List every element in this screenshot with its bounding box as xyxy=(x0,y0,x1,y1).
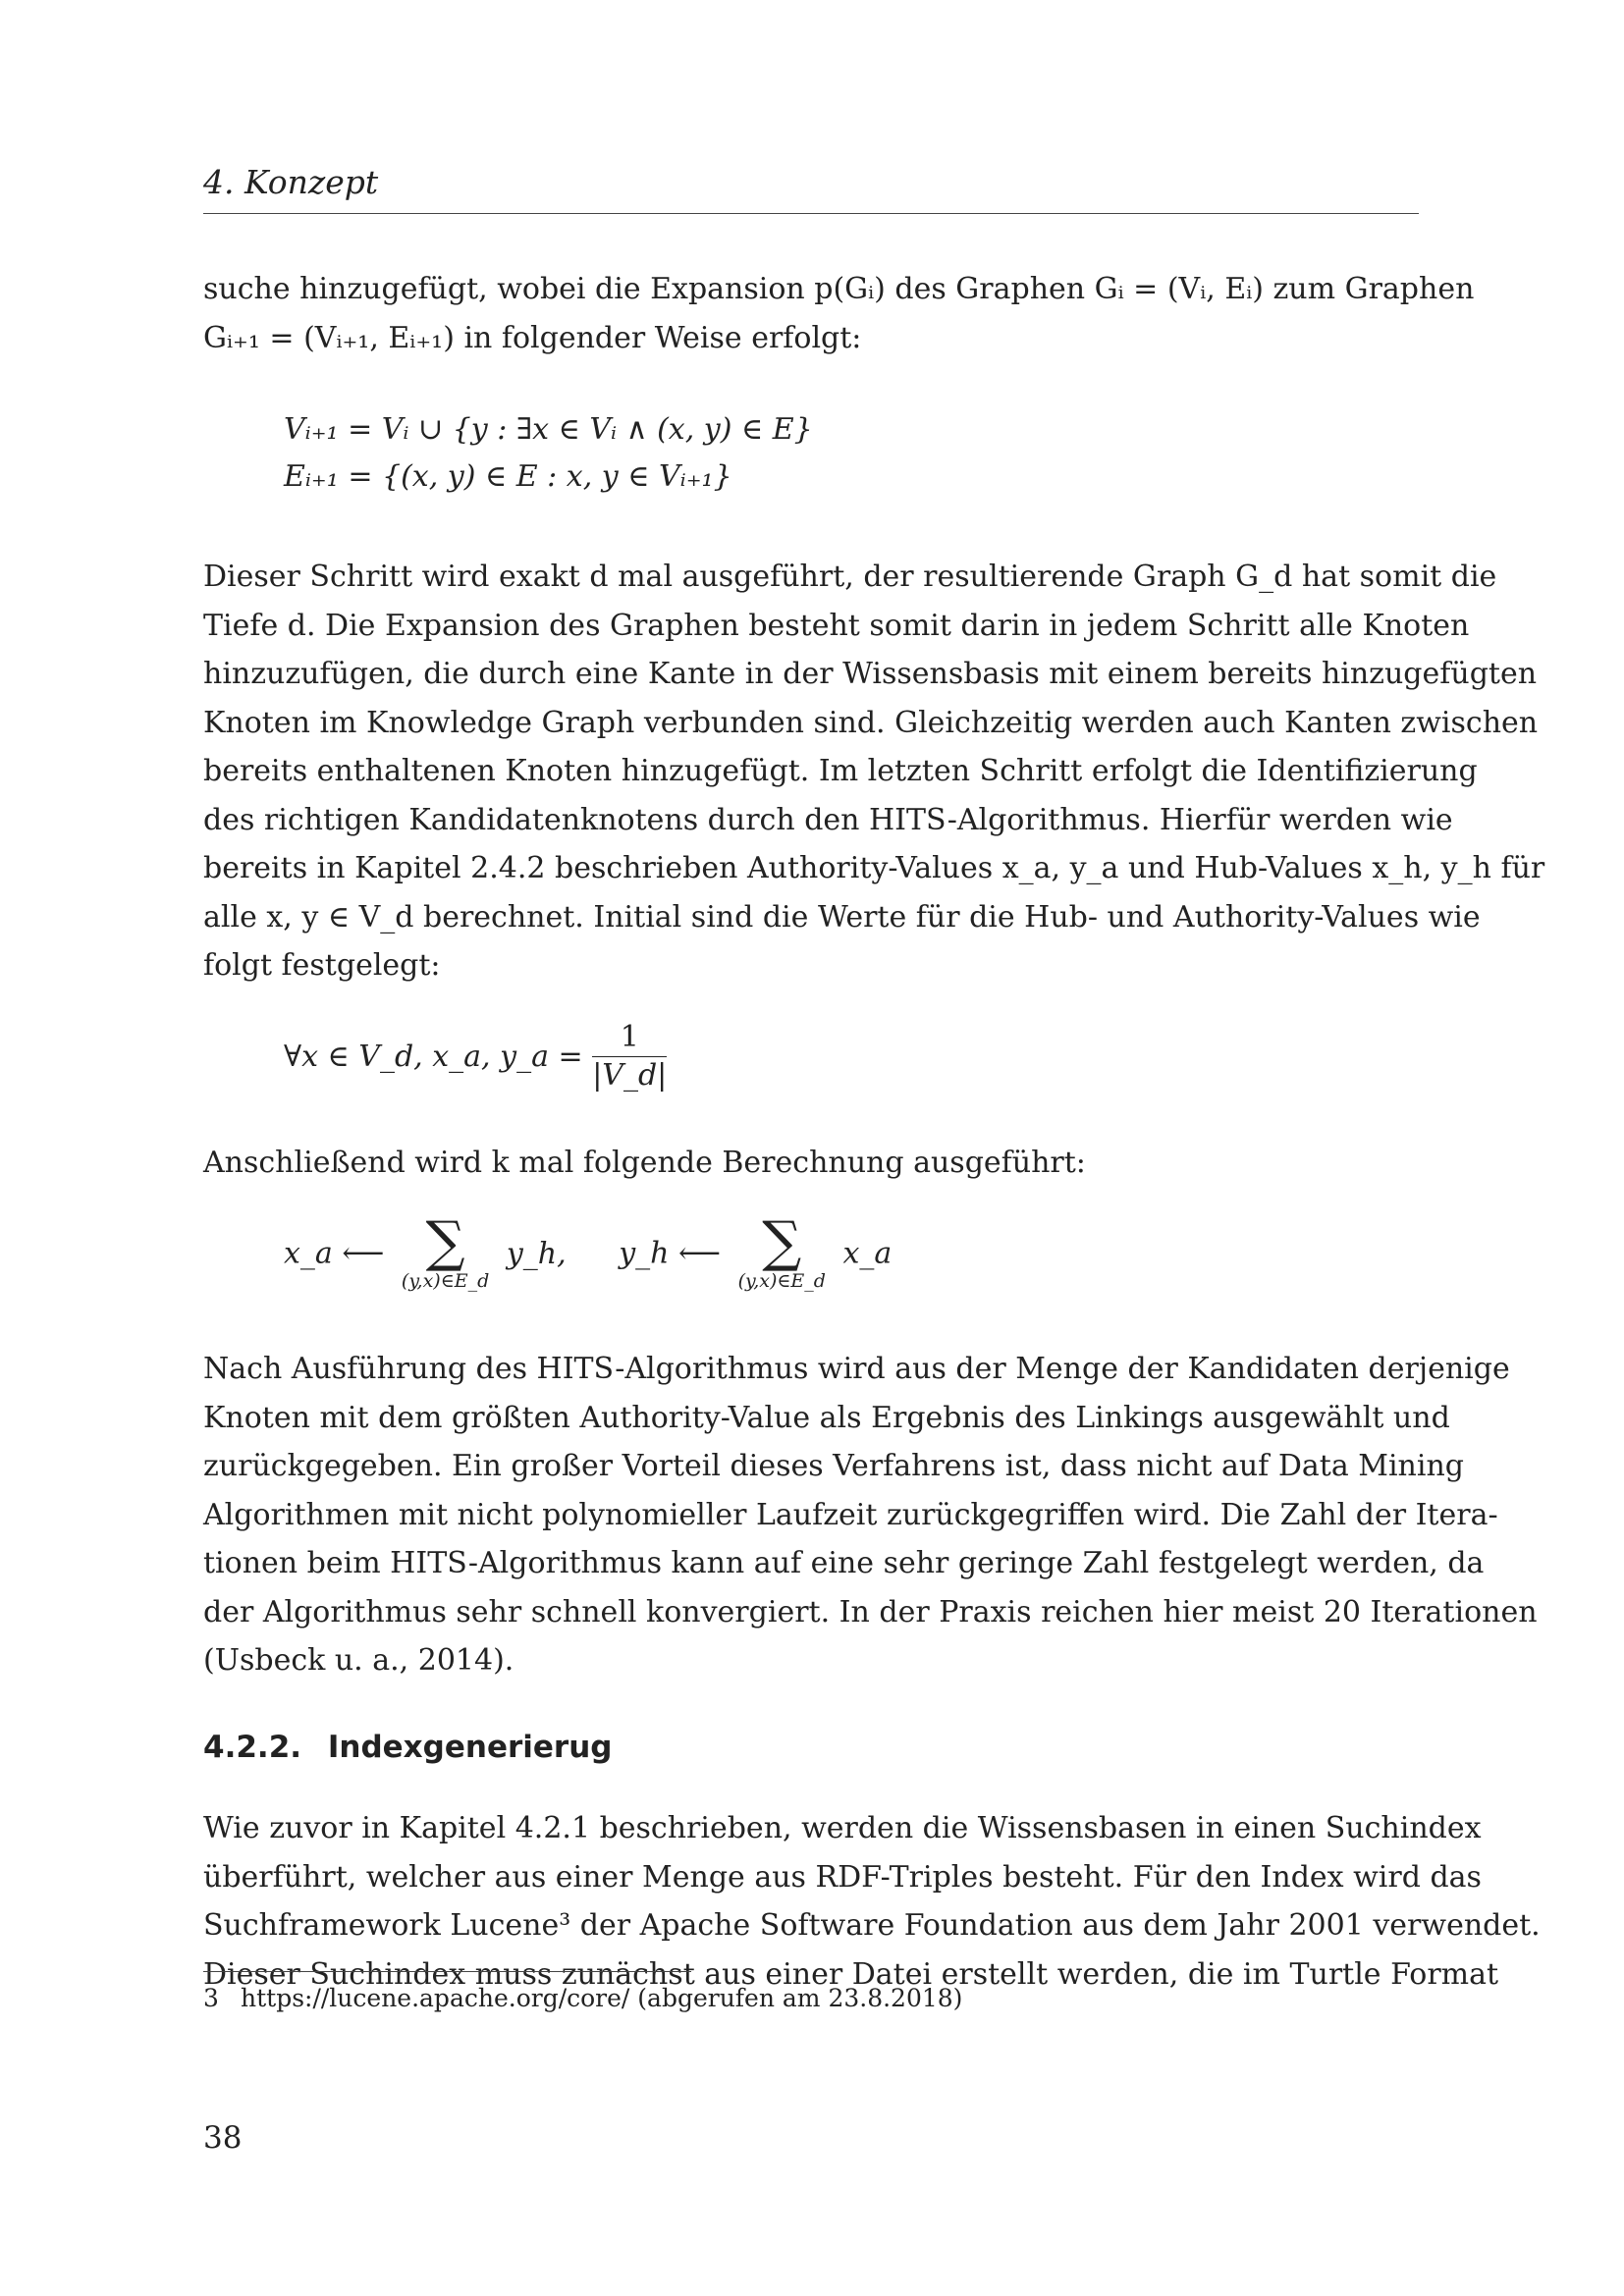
summand-authority: x_a xyxy=(842,1236,893,1271)
equation-expansion xyxy=(284,406,813,501)
page-number: 38 xyxy=(203,2120,243,2156)
text-line: Nach Ausführung des HITS-Algorithmus wird aus der Menge der Kandidaten derjenige xyxy=(203,1352,1510,1386)
text-line: der Algorithmus sehr schnell konvergiert. In der Praxis reichen hier meist 20 Iterationen xyxy=(203,1594,1538,1629)
running-header xyxy=(203,160,1419,214)
text-line: bereits in Kapitel 2.4.2 beschrieben Authority-Values x_a, y_a und Hub-Values x_h, y_h für xyxy=(203,851,1545,885)
footnote-divider xyxy=(203,1971,691,1972)
text-line: Knoten mit dem größten Authority-Value als Ergebnis des Linkings ausgewählt und xyxy=(203,1400,1450,1435)
text-line: hinzuzufügen, die durch eine Kante in der Wissensbasis mit einem bereits hinzugefügten xyxy=(203,657,1538,691)
text-line: überführt, welcher aus einer Menge aus RDF-Triples besteht. Für den Index wird das xyxy=(203,1859,1482,1895)
text-line: bereits enthaltenen Knoten hinzugefügt. Im letzten Schritt erfolgt die Identifizierung xyxy=(203,754,1478,788)
equation-lhs: ∀x ∈ V_d, x_a, y_a = xyxy=(284,1040,583,1074)
update-target-authority: x_a ⟵ xyxy=(284,1236,385,1271)
text-line: Gᵢ₊₁ = (Vᵢ₊₁, Eᵢ₊₁) in folgender Weise erfolgt: xyxy=(203,320,862,355)
text-line: Tiefe d. Die Expansion des Graphen besteht somit darin in jedem Schritt alle Knoten xyxy=(203,608,1470,643)
section-number: 4.2.2. xyxy=(203,1730,302,1765)
fraction-numerator: 1 xyxy=(592,1019,667,1057)
equation-line-vertices: Vᵢ₊₁ = Vᵢ ∪ {y : ∃x ∈ Vᵢ ∧ (x, y) ∈ E} xyxy=(284,412,813,447)
sigma-symbol: ∑ xyxy=(425,1210,465,1274)
text-line: tionen beim HITS-Algorithmus kann auf eine sehr geringe Zahl festgelegt werden, da xyxy=(203,1546,1485,1580)
text-line: Algorithmen mit nicht polynomieller Laufzeit zurückgegriffen wird. Die Zahl der Itera- xyxy=(203,1497,1498,1532)
text-line: des richtigen Kandidatenknotens durch den HITS-Algorithmus. Hierfür werden wie xyxy=(203,802,1453,837)
footnote xyxy=(203,1981,962,2016)
footnote-link[interactable]: https://lucene.apache.org/core/ (abgerufen am 23.8.2018) xyxy=(241,1984,963,2012)
paragraph-hits-description xyxy=(203,553,1545,990)
paragraph-index-generation xyxy=(203,1804,1541,1999)
paragraph-expansion-intro xyxy=(203,265,1475,362)
fraction-denominator: |V_d| xyxy=(592,1058,668,1093)
summation-left xyxy=(401,1210,490,1292)
summation-limit: (y,x)∈E_d xyxy=(401,1270,490,1292)
update-target-hub: y_h ⟵ xyxy=(619,1236,722,1271)
text-line: alle x, y ∈ V_d berechnet. Initial sind die Werte für die Hub- und Authority-Values wie xyxy=(203,899,1481,934)
paragraph-hits-result xyxy=(203,1345,1538,1685)
document-page xyxy=(203,0,1545,2296)
text-line: folgt festgelegt: xyxy=(203,948,441,983)
text-line: Dieser Suchindex muss zunächst aus einer Datei erstellt werden, die im Turtle Format xyxy=(203,1956,1499,1992)
equation-update-rules xyxy=(284,1210,893,1292)
section-heading xyxy=(203,1730,612,1765)
fraction xyxy=(592,1019,667,1095)
text-line: Wie zuvor in Kapitel 4.2.1 beschrieben, werden die Wissensbasen in einen Suchindex xyxy=(203,1811,1482,1845)
text-line: zurückgegeben. Ein großer Vorteil dieses Verfahrens ist, dass nicht auf Data Mining xyxy=(203,1449,1464,1483)
paragraph-iteration-intro xyxy=(203,1139,1419,1188)
equation-initialization xyxy=(284,1019,667,1095)
sigma-symbol: ∑ xyxy=(762,1210,802,1274)
section-title: Indexgenerierug xyxy=(327,1730,613,1765)
text-line: suche hinzugefügt, wobei die Expansion p(Gᵢ) des Graphen Gᵢ = (Vᵢ, Eᵢ) zum Graphen xyxy=(203,272,1475,306)
text-line: Suchframework Lucene³ der Apache Software Foundation aus dem Jahr 2001 verwendet. xyxy=(203,1908,1541,1943)
summation-limit: (y,x)∈E_d xyxy=(737,1270,826,1292)
text-line: Anschließend wird k mal folgende Berechnung ausgeführt: xyxy=(203,1146,1086,1180)
summand-hub: y_h, xyxy=(506,1236,567,1271)
chapter-title: 4. Konzept xyxy=(203,163,379,201)
text-line: Knoten im Knowledge Graph verbunden sind. Gleichzeitig werden auch Kanten zwischen xyxy=(203,705,1539,740)
summation-right xyxy=(737,1210,826,1292)
text-line: (Usbeck u. a., 2014). xyxy=(203,1643,514,1678)
text-line: Dieser Schritt wird exakt d mal ausgeführt, der resultierende Graph G_d hat somit die xyxy=(203,560,1497,594)
footnote-mark: 3 xyxy=(203,1984,219,2012)
equation-line-edges: Eᵢ₊₁ = {(x, y) ∈ E : x, y ∈ Vᵢ₊₁} xyxy=(284,459,732,494)
